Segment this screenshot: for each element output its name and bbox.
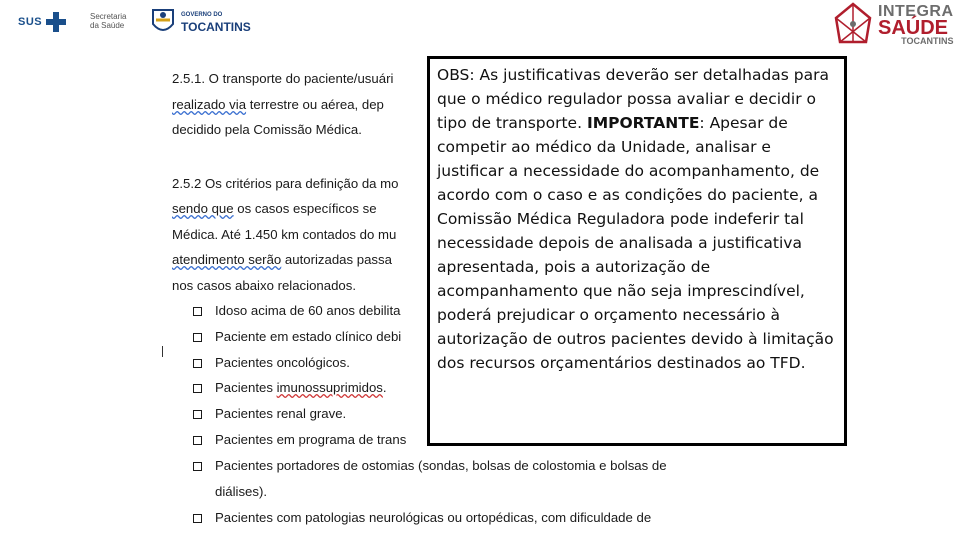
list-item: Paciente em estado clínico debi	[215, 329, 402, 344]
list-item: Pacientes imunossuprimidos.	[215, 380, 387, 395]
underlined-phrase: atendimento serão	[172, 252, 282, 267]
bullet-box	[193, 333, 202, 342]
list-item: Pacientes em programa de trans	[215, 432, 407, 447]
callout-text-part-2: : Apesar de competir ao médico da Unidade, analisar e justificar a necessidade do acompanhamento, de acordo com o caso e as condições do paciente, a Comissão Médica Reguladora pode indeferir tal necessidade depois de analisada a justificativa apresentada, pois a autorização de acompanhamento que não seja imprescindível, poderá prejudicar o orçamento necessário à autorização de outros pacientes devido à limitação dos recursos orçamentários destinados ao TFD.	[437, 114, 834, 372]
paragraph-text: terrestre ou aérea, dep	[249, 97, 384, 112]
secretaria-line-2: da Saúde	[90, 21, 125, 30]
paragraph-2-5-2-line-4	[172, 252, 392, 267]
tocantins-small-text: GOVERNO DO	[181, 12, 223, 18]
list-item: Idoso acima de 60 anos debilita	[215, 303, 401, 318]
paragraph-2-5-2-line-5: nos casos abaixo relacionados.	[172, 278, 357, 293]
bullet-box	[193, 462, 202, 471]
bullet-box	[193, 359, 202, 368]
callout-text-part-1: OBS: As justificativas deverão ser detalhadas para que o médico regulador possa avaliar e decidir o tipo de transporte.	[437, 66, 829, 132]
saude-word: SAÚDE	[878, 17, 949, 39]
bullet-box	[193, 514, 202, 523]
paragraph-2-5-1-line-1: 2.5.1. O transporte do paciente/usuári	[172, 71, 394, 86]
integra-word: INTEGRA	[878, 3, 954, 20]
tocantins-text: TOCANTINS	[181, 20, 251, 34]
underlined-phrase: realizado via	[172, 97, 247, 112]
secretaria-line-1: Secretaria	[90, 12, 127, 21]
sus-logo-text: SUS	[18, 16, 43, 28]
paragraph-2-5-1-line-3: decidido pela Comissão Médica.	[172, 122, 362, 137]
text-cursor-marker	[162, 346, 163, 357]
bullet-box	[193, 384, 202, 393]
bullet-box	[193, 410, 202, 419]
bullet-box	[193, 436, 202, 445]
list-item: Pacientes oncológicos.	[215, 355, 350, 370]
paragraph-2-5-2-line-2	[172, 201, 377, 216]
misspelled-word: imunossuprimidos	[276, 380, 383, 395]
paragraph-2-5-2-line-3: Médica. Até 1.450 km contados do mu	[172, 227, 397, 242]
underlined-phrase: sendo que	[172, 201, 234, 216]
paragraph-2-5-1-line-2	[172, 97, 384, 112]
observation-callout-box	[427, 56, 847, 446]
list-item-continuation: diálises).	[215, 484, 268, 499]
list-item: Pacientes portadores de ostomias (sondas, bolsas de colostomia e bolsas de	[215, 458, 667, 473]
paragraph-2-5-2-line-1: 2.5.2 Os critérios para definição da mo	[172, 176, 399, 191]
paragraph-text: autorizadas passa	[284, 252, 392, 267]
paragraph-text: os casos específicos se	[237, 201, 377, 216]
integra-region-word: TOCANTINS	[901, 36, 954, 46]
list-item: Pacientes renal grave.	[215, 406, 347, 421]
callout-important-label: IMPORTANTE	[586, 114, 700, 132]
bullet-box	[193, 307, 202, 316]
list-item: Pacientes com patologias neurológicas ou ortopédicas, com dificuldade de	[215, 510, 652, 525]
